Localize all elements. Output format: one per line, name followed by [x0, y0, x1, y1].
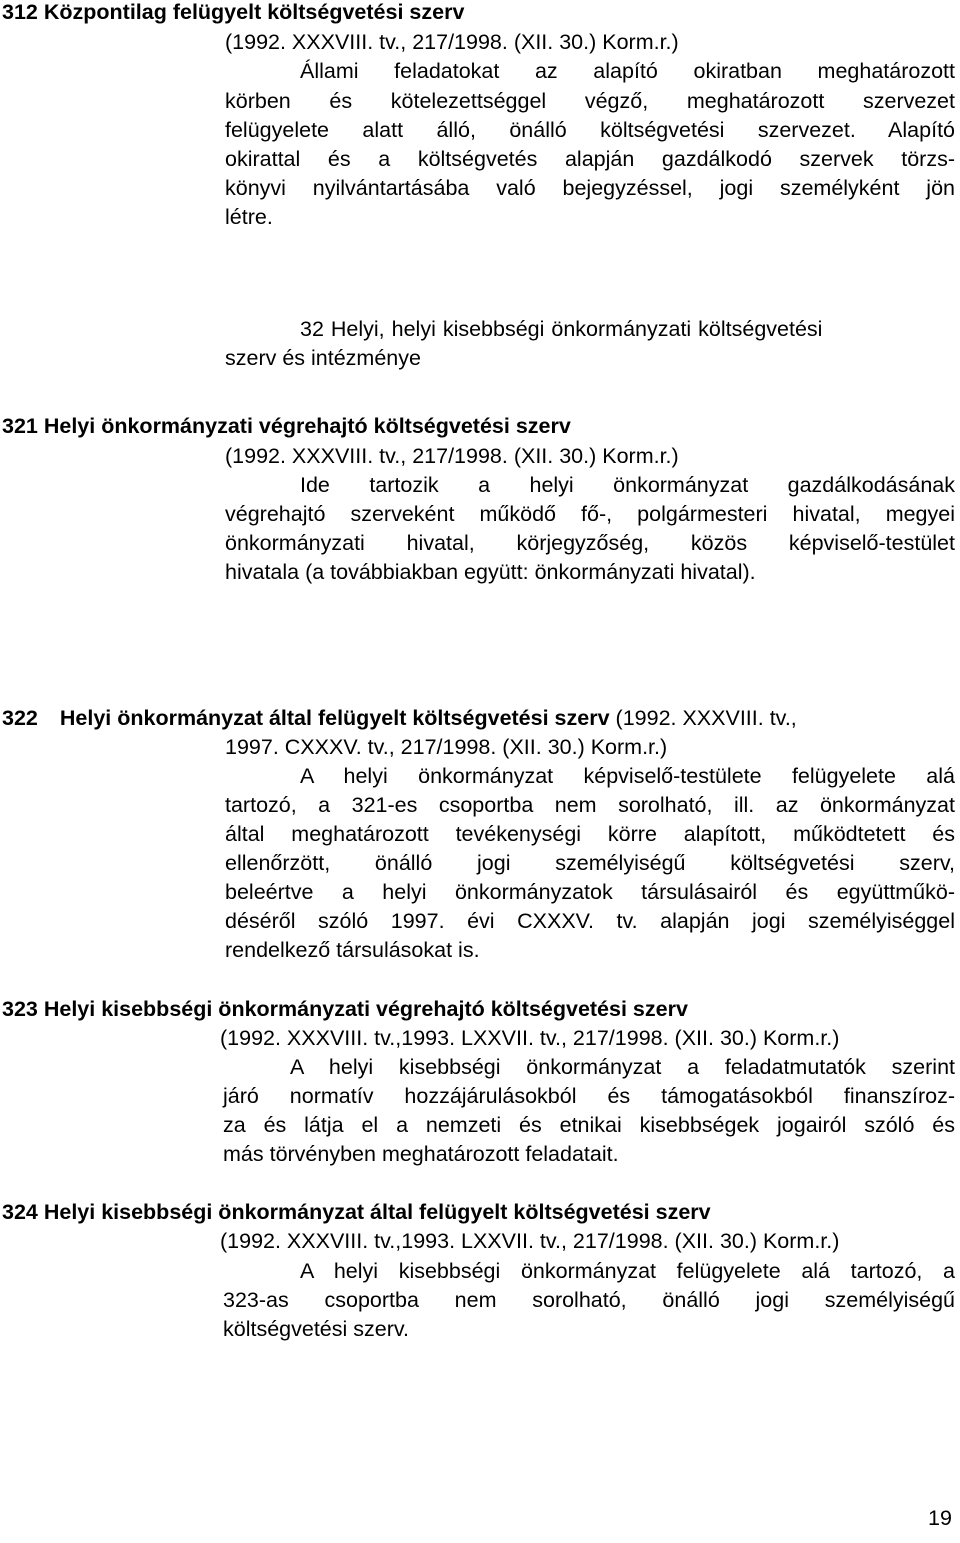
section-323-paragraph-line: A helyi kisebbségi önkormányzat a feladatmutatók szerint	[290, 1055, 955, 1079]
section-324-reference: (1992. XXXVIII. tv.,1993. LXXVII. tv., 217/1998. (XII. 30.) Korm.r.)	[220, 1229, 840, 1253]
section-323-heading: 323 Helyi kisebbségi önkormányzati végrehajtó költségvetési szerv	[2, 997, 688, 1021]
section-321-reference: (1992. XXXVIII. tv., 217/1998. (XII. 30.) Korm.r.)	[225, 444, 679, 468]
section-321-paragraph-line: végrehajtó szerveként működő fő-, polgármesteri hivatal, megyei	[225, 502, 955, 526]
section-321-paragraph-line: önkormányzati hivatal, körjegyzőség, közös képviselő-testület	[225, 531, 955, 555]
section-322-paragraph-line: tartozó, a 321-es csoportba nem sorolható, ill. az önkormányzat	[225, 793, 955, 817]
section-312-reference: (1992. XXXVIII. tv., 217/1998. (XII. 30.) Korm.r.)	[225, 30, 679, 54]
section-322-title: Helyi önkormányzat által felügyelt költségvetési szerv	[59, 706, 610, 730]
section-32-heading: 32 Helyi, helyi kisebbségi önkormányzati költségvetési	[300, 317, 823, 341]
section-322-paragraph-line: rendelkező társulásokat is.	[225, 938, 480, 962]
section-321-paragraph-line: Ide tartozik a helyi önkormányzat gazdálkodásának	[300, 473, 955, 497]
section-322-reference-start: (1992. XXXVIII. tv.,	[615, 706, 797, 730]
section-323-paragraph-line: más törvényben meghatározott feladatait.	[223, 1142, 619, 1166]
section-312-paragraph-line: könyvi nyilvántartásába való bejegyzéssel, jogi személyként jön	[225, 176, 955, 200]
section-312-paragraph-line: Állami feladatokat az alapító okiratban meghatározott	[300, 59, 955, 83]
section-322-paragraph-line: ellenőrzött, önálló jogi személyiségű költségvetési szerv,	[225, 851, 955, 875]
section-322-reference-end: 1997. CXXXV. tv., 217/1998. (XII. 30.) Korm.r.)	[225, 735, 668, 759]
section-312-paragraph-line: felügyelete alatt álló, önálló költségvetési szervezet. Alapító	[225, 118, 955, 142]
section-324-paragraph-line: A helyi kisebbségi önkormányzat felügyelete alá tartozó, a	[300, 1259, 955, 1283]
section-321-heading: 321 Helyi önkormányzati végrehajtó költségvetési szerv	[2, 414, 571, 438]
section-323-paragraph-line: za és látja el a nemzeti és etnikai kisebbségek jogairól szóló és	[223, 1113, 955, 1137]
page-number: 19	[928, 1506, 952, 1530]
section-321-paragraph-line: hivatala (a továbbiakban együtt: önkormányzati hivatal).	[225, 560, 756, 584]
section-323-paragraph-line: járó normatív hozzájárulásokból és támogatásokból finanszíroz-	[223, 1084, 955, 1108]
section-322-paragraph-line: déséről szóló 1997. évi CXXXV. tv. alapján jogi személyiséggel	[225, 909, 955, 933]
section-312-paragraph-line: körben és kötelezettséggel végző, meghatározott szervezet	[225, 89, 955, 113]
section-312-heading: 312 Központilag felügyelt költségvetési szerv	[2, 0, 465, 24]
section-324-paragraph-line: 323-as csoportba nem sorolható, önálló jogi személyiségű	[223, 1288, 955, 1312]
section-322-heading	[2, 705, 797, 731]
section-322-paragraph-line: által meghatározott tevékenységi körre alapított, működtetett és	[225, 822, 955, 846]
section-322-paragraph-line: A helyi önkormányzat képviselő-testülete felügyelete alá	[300, 764, 955, 788]
section-323-reference: (1992. XXXVIII. tv.,1993. LXXVII. tv., 217/1998. (XII. 30.) Korm.r.)	[220, 1026, 840, 1050]
section-312-paragraph-line: okirattal és a költségvetés alapján gazdálkodó szervek törzs-	[225, 147, 955, 171]
section-324-paragraph-line: költségvetési szerv.	[223, 1317, 410, 1341]
section-324-heading: 324 Helyi kisebbségi önkormányzat által felügyelt költségvetési szerv	[2, 1200, 711, 1224]
section-32-heading-continued: szerv és intézménye	[225, 346, 421, 370]
section-322-paragraph-line: beleértve a helyi önkormányzatok társulásairól és együttműkö-	[225, 880, 955, 904]
section-322-code: 322	[2, 706, 38, 730]
section-312-paragraph-line: létre.	[225, 205, 273, 229]
